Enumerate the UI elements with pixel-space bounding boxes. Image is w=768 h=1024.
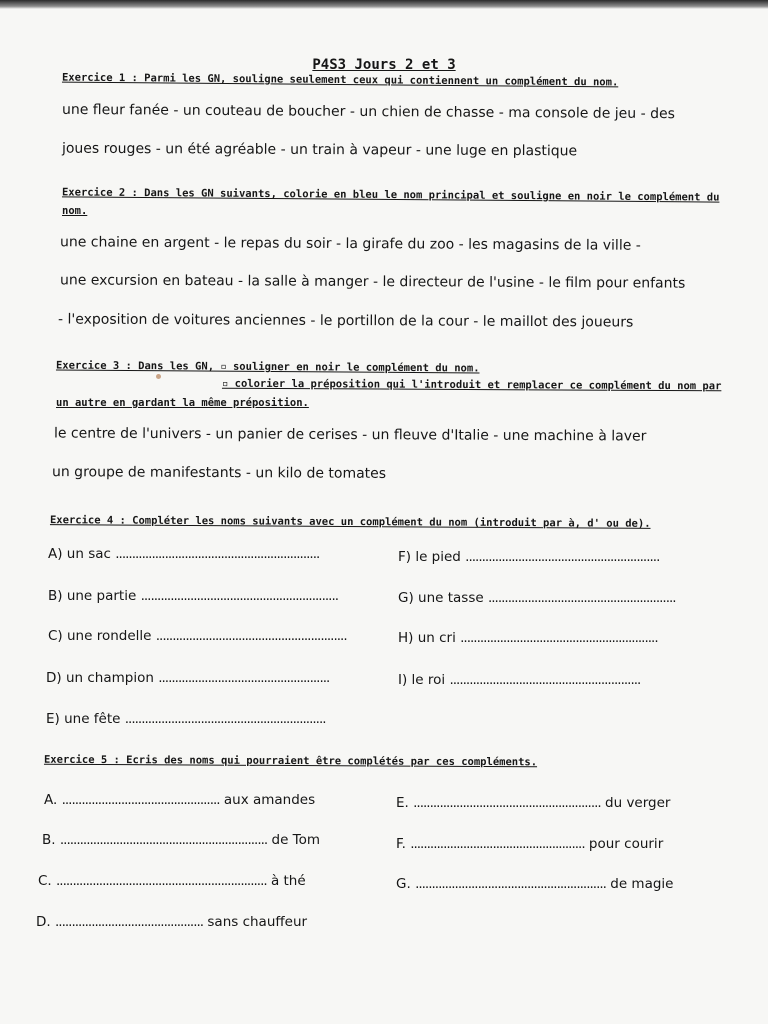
page-title: P4S3 Jours 2 et 3 — [312, 57, 456, 73]
ex4-item-a — [48, 546, 319, 562]
ex5-item-e — [396, 795, 670, 811]
ex1-instruction: Exercice 1 : Parmi les GN, souligne seulement ceux qui contiennent un complément du nom. — [61, 71, 619, 89]
ex4-item-label: F) le pied — [398, 549, 461, 565]
blank-line[interactable]: ............................................................ — [140, 588, 339, 604]
ex4-item-label: G) une tasse — [398, 590, 484, 606]
ex2-line-1: une chaine en argent - le repas du soir - la girafe du zoo - les magasins de la ville - — [59, 234, 641, 254]
ex4-item-d — [46, 670, 329, 686]
ex5-item-letter: G. — [396, 876, 411, 892]
ex5-item-f — [396, 836, 663, 852]
ex2-line-3: - l'exposition de voitures anciennes - le portillon de la cour - le maillot des joueurs — [57, 311, 634, 331]
blank-line[interactable]: .......................................................... — [415, 876, 606, 892]
blank-line[interactable]: ................................................ — [61, 792, 220, 808]
ex5-item-complement: de Tom — [271, 832, 321, 848]
ex1-line-2: joues rouges - un été agréable - un train à vapeur - une luge en plastique — [61, 140, 578, 160]
ex1-line-1: une fleur fanée - un couteau de boucher - un chien de chasse - ma console de jeu - des — [61, 101, 675, 123]
ex2-instruction-2: nom. — [62, 205, 88, 217]
ex2-line-2: une excursion en bateau - la salle à manger - le directeur de l'usine - le film pour enfants — [59, 272, 686, 292]
ex5-item-a — [44, 792, 315, 808]
blank-line[interactable]: ........................................................... — [465, 549, 660, 565]
ex5-item-complement: sans chauffeur — [207, 914, 308, 930]
blank-line[interactable]: .......................................................... — [449, 672, 641, 688]
ex5-item-letter: D. — [36, 914, 51, 930]
blank-line[interactable]: .................................................... — [158, 670, 330, 686]
blank-line[interactable]: ................................................................ — [56, 873, 267, 889]
ex4-item-label: E) une fête — [46, 711, 121, 727]
ex4-item-b — [48, 588, 338, 604]
ex4-item-label: D) un champion — [46, 670, 154, 686]
ex3-instruction-2: ▫ colorier la préposition qui l'introduit et remplacer ce complément du nom par — [221, 377, 722, 393]
ex4-item-label: A) un sac — [48, 546, 111, 562]
blank-line[interactable]: ..................................................... — [410, 836, 585, 852]
ex4-item-i — [398, 672, 640, 688]
ex5-item-letter: E. — [396, 795, 409, 811]
blank-line[interactable]: ............................................. — [54, 914, 204, 930]
ex5-item-d — [36, 914, 307, 930]
ex4-item-label: C) une rondelle — [48, 628, 152, 644]
ex5-item-b — [42, 832, 320, 848]
blank-line[interactable]: ............................................................ — [460, 630, 658, 646]
ex5-item-c — [38, 873, 306, 889]
blank-line[interactable]: ............................................................... — [59, 832, 268, 848]
ex5-item-complement: à thé — [270, 873, 306, 889]
ex5-item-complement: aux amandes — [223, 792, 316, 808]
ex5-item-complement: de magie — [610, 876, 674, 892]
ink-smudge — [156, 374, 161, 379]
ex4-item-f — [398, 549, 659, 565]
ex4-instruction: Exercice 4 : Compléter les noms suivants avec un complément du nom (introduit par à, d' ou de). — [49, 514, 651, 530]
ex4-item-e — [46, 711, 326, 727]
ex4-item-g — [398, 590, 676, 606]
ex3-instruction-3: un autre en gardant la même préposition. — [56, 397, 309, 409]
blank-line[interactable]: ............................................................. — [124, 711, 326, 727]
ex3-line-2: un groupe de manifestants - un kilo de tomates — [51, 464, 387, 482]
ex5-item-letter: F. — [396, 836, 406, 852]
ex4-item-label: B) une partie — [48, 588, 137, 604]
blank-line[interactable]: .......................................................... — [155, 628, 347, 644]
blank-line[interactable]: ......................................................... — [487, 590, 676, 606]
ex2-instruction-1: Exercice 2 : Dans les GN suivants, colorie en bleu le nom principal et souligne en noir le complément du — [61, 186, 720, 204]
ex3-instruction-1: Exercice 3 : Dans les GN, ▫ souligner en noir le complément du nom. — [55, 359, 480, 375]
blank-line[interactable]: ......................................................... — [413, 795, 601, 811]
ex5-item-complement: pour courir — [588, 836, 664, 852]
ex5-item-letter: B. — [42, 832, 56, 848]
ex5-item-g — [396, 876, 673, 892]
ex5-item-letter: A. — [44, 792, 58, 808]
ex5-instruction: Exercice 5 : Ecris des noms qui pourraient être complétés par ces compléments. — [43, 753, 538, 769]
ex4-item-label: I) le roi — [398, 672, 446, 688]
ex4-item-c — [48, 628, 347, 644]
ex4-item-h — [398, 630, 658, 646]
blank-line[interactable]: .............................................................. — [115, 546, 320, 562]
ex3-line-1: le centre de l'univers - un panier de cerises - un fleuve d'Italie - une machine à laver — [53, 425, 647, 445]
ex4-item-label: H) un cri — [398, 630, 456, 646]
ex5-item-letter: C. — [38, 873, 52, 889]
ex5-item-complement: du verger — [605, 795, 671, 811]
